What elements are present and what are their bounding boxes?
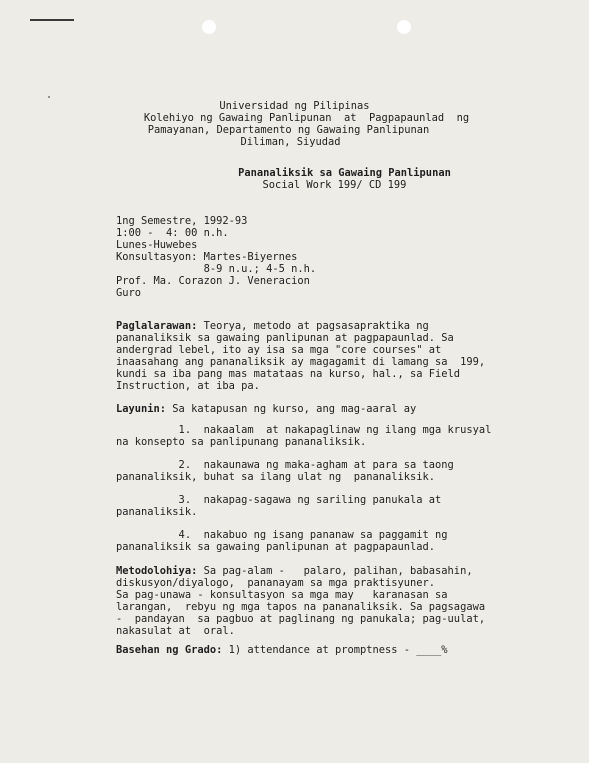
methodology-line-3: Sa pag-unawa - konsultasyon sa mga may karanasan sa <box>116 589 448 601</box>
objective-1-line-1: 1. nakaalam at nakapaglinaw ng ilang mga krusyal <box>116 424 492 436</box>
objectives-label: Layunin: <box>116 403 167 415</box>
campus-location: Diliman, Siyudad <box>240 136 341 148</box>
punch-hole-left <box>202 20 216 34</box>
objective-4-line-2: pananaliksik sa gawaing panlipunan at pagpapaunlad. <box>116 541 436 553</box>
methodology-line-2: diskusyon/diyalogo, pananayam sa mga praktisyuner. <box>116 577 436 589</box>
description-line-5: kundi sa iba pang mas matataas na kurso, hal., sa Field <box>116 368 461 380</box>
objective-4-line-1: 4. nakabuo ng isang pananaw sa paggamit ng <box>116 529 448 541</box>
objective-2-line-1: 2. nakaunawa ng maka-agham at para sa taong <box>116 459 454 471</box>
objective-3-line-2: pananaliksik. <box>116 506 198 518</box>
department-name: Pamayanan, Departamento ng Gawaing Panlipunan <box>147 124 430 136</box>
college-name: Kolehiyo ng Gawaing Panlipunan at Pagpapaunlad ng <box>143 112 470 124</box>
description-line-6: Instruction, at iba pa. <box>116 380 260 392</box>
methodology-line-4: larangan, rebyu ng mga tapos na pananaliksik. Sa pagsagawa <box>116 601 486 613</box>
methodology-line-6: nakasulat at oral. <box>116 625 235 637</box>
course-title: Pananaliksik sa Gawaing Panlipunan <box>238 167 451 179</box>
objectives-intro: Layunin: Sa katapusan ng kurso, ang mag-aaral ay <box>116 403 417 415</box>
description-line-2: pananaliksik sa gawaing panlipunan at pagpapaunlad. Sa <box>116 332 454 344</box>
paper-speck <box>48 96 50 98</box>
objective-1-line-2: na konsepto sa panlipunang pananaliksik. <box>116 436 367 448</box>
course-code: Social Work 199/ CD 199 <box>262 179 407 191</box>
consultation-hours: 8-9 n.u.; 4-5 n.h. <box>116 263 317 275</box>
description-line-4: inaasahang ang pananaliksik ay magagamit di lamang sa 199, <box>116 356 486 368</box>
university-name: Universidad ng Pilipinas <box>219 100 370 112</box>
methodology-line-1: Metodolohiya: Sa pag-alam - palaro, palihan, babasahin, <box>116 565 473 577</box>
grading-label: Basehan ng Grado: <box>116 644 223 656</box>
grading-line-1: Basehan ng Grado: 1) attendance at promptness - ____% <box>116 644 448 656</box>
professor-name: Prof. Ma. Corazon J. Veneracion <box>116 275 310 287</box>
methodology-label: Metodolohiya: <box>116 565 198 577</box>
class-time: 1:00 - 4: 00 n.h. <box>116 227 229 239</box>
consultation-days: Konsultasyon: Martes-Biyernes <box>116 251 298 263</box>
pen-mark <box>30 19 74 21</box>
semester: 1ng Semestre, 1992-93 <box>116 215 248 227</box>
objective-3-line-1: 3. nakapag-sagawa ng sariling panukala at <box>116 494 442 506</box>
objective-2-line-2: pananaliksik, buhat sa ilang ulat ng pananaliksik. <box>116 471 436 483</box>
professor-role: Guro <box>116 287 142 299</box>
methodology-line-5: - pandayan sa pagbuo at paglinang ng panukala; pag-uulat, <box>116 613 486 625</box>
description-line-1: Paglalarawan: Teorya, metodo at pagsasapraktika ng <box>116 320 429 332</box>
description-label: Paglalarawan: <box>116 320 198 332</box>
punch-hole-right <box>397 20 411 34</box>
description-line-3: andergrad lebel, ito ay isa sa mga "core courses" at <box>116 344 442 356</box>
class-days: Lunes-Huwebes <box>116 239 198 251</box>
